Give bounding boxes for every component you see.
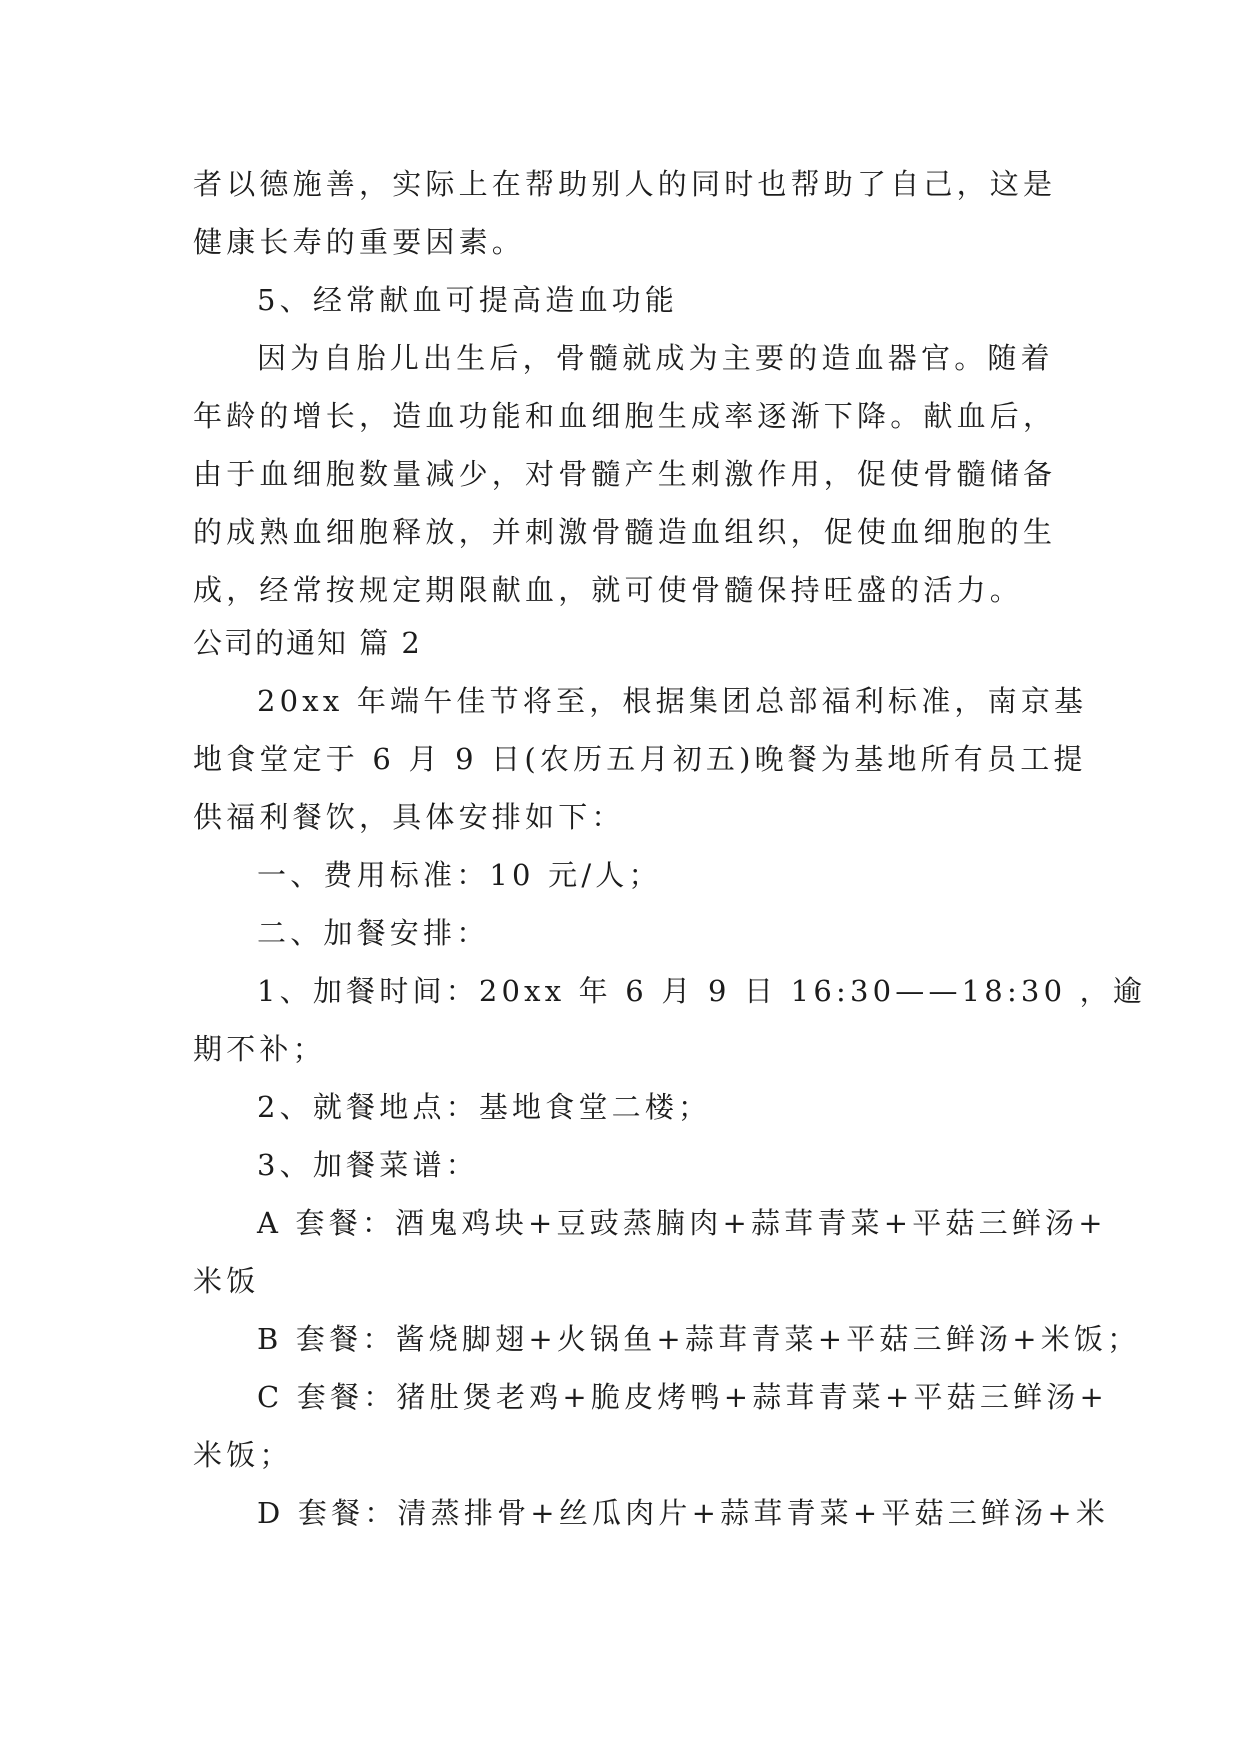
paragraph-line: 成，经常按规定期限献血，就可使骨髓保持旺盛的活力。 bbox=[193, 573, 1024, 607]
paragraph-line: 的成熟血细胞释放，并刺激骨髓造血组织，促使血细胞的生 bbox=[193, 515, 1057, 549]
paragraph-line: 期不补； bbox=[193, 1032, 326, 1066]
paragraph-line: 米饭 bbox=[193, 1264, 260, 1298]
list-item: 一、费用标准：10 元/人； bbox=[257, 858, 662, 892]
menu-item: C 套餐：猪肚煲老鸡+脆皮烤鸭+蒜茸青菜+平菇三鲜汤+ bbox=[257, 1380, 1109, 1414]
paragraph-line: 米饭； bbox=[193, 1438, 293, 1472]
paragraph-line: 者以德施善，实际上在帮助别人的同时也帮助了自己，这是 bbox=[193, 167, 1057, 201]
paragraph-line: 因为自胎儿出生后，骨髓就成为主要的造血器官。随着 bbox=[257, 341, 1054, 375]
list-item: 二、加餐安排： bbox=[257, 916, 490, 950]
paragraph-line: 供福利餐饮，具体安排如下： bbox=[193, 800, 625, 834]
paragraph-line: 健康长寿的重要因素。 bbox=[193, 225, 526, 259]
menu-item: D 套餐：清蒸排骨+丝瓜肉片+蒜茸青菜+平菇三鲜汤+米 bbox=[257, 1496, 1110, 1530]
list-item: 3、加餐菜谱： bbox=[257, 1148, 479, 1182]
article-title: 公司的通知 篇 2 bbox=[193, 626, 422, 660]
list-item: 2、就餐地点：基地食堂二楼； bbox=[257, 1090, 712, 1124]
section-heading: 5、经常献血可提高造血功能 bbox=[257, 283, 679, 317]
menu-item: A 套餐：酒鬼鸡块+豆豉蒸腩肉+蒜茸青菜+平菇三鲜汤+ bbox=[257, 1206, 1107, 1240]
menu-item: B 套餐：酱烧脚翅+火锅鱼+蒜茸青菜+平菇三鲜汤+米饭； bbox=[257, 1322, 1141, 1356]
paragraph-line: 由于血细胞数量减少，对骨髓产生刺激作用，促使骨髓储备 bbox=[193, 457, 1057, 491]
list-item: 1、加餐时间：20xx 年 6 月 9 日 16:30——18:30 ，逾 bbox=[257, 974, 1147, 1008]
paragraph-line: 20xx 年端午佳节将至，根据集团总部福利标准，南京基 bbox=[257, 684, 1088, 718]
paragraph-line: 地食堂定于 6 月 9 日(农历五月初五)晚餐为基地所有员工提 bbox=[193, 742, 1087, 776]
paragraph-line: 年龄的增长，造血功能和血细胞生成率逐渐下降。献血后， bbox=[193, 399, 1057, 433]
